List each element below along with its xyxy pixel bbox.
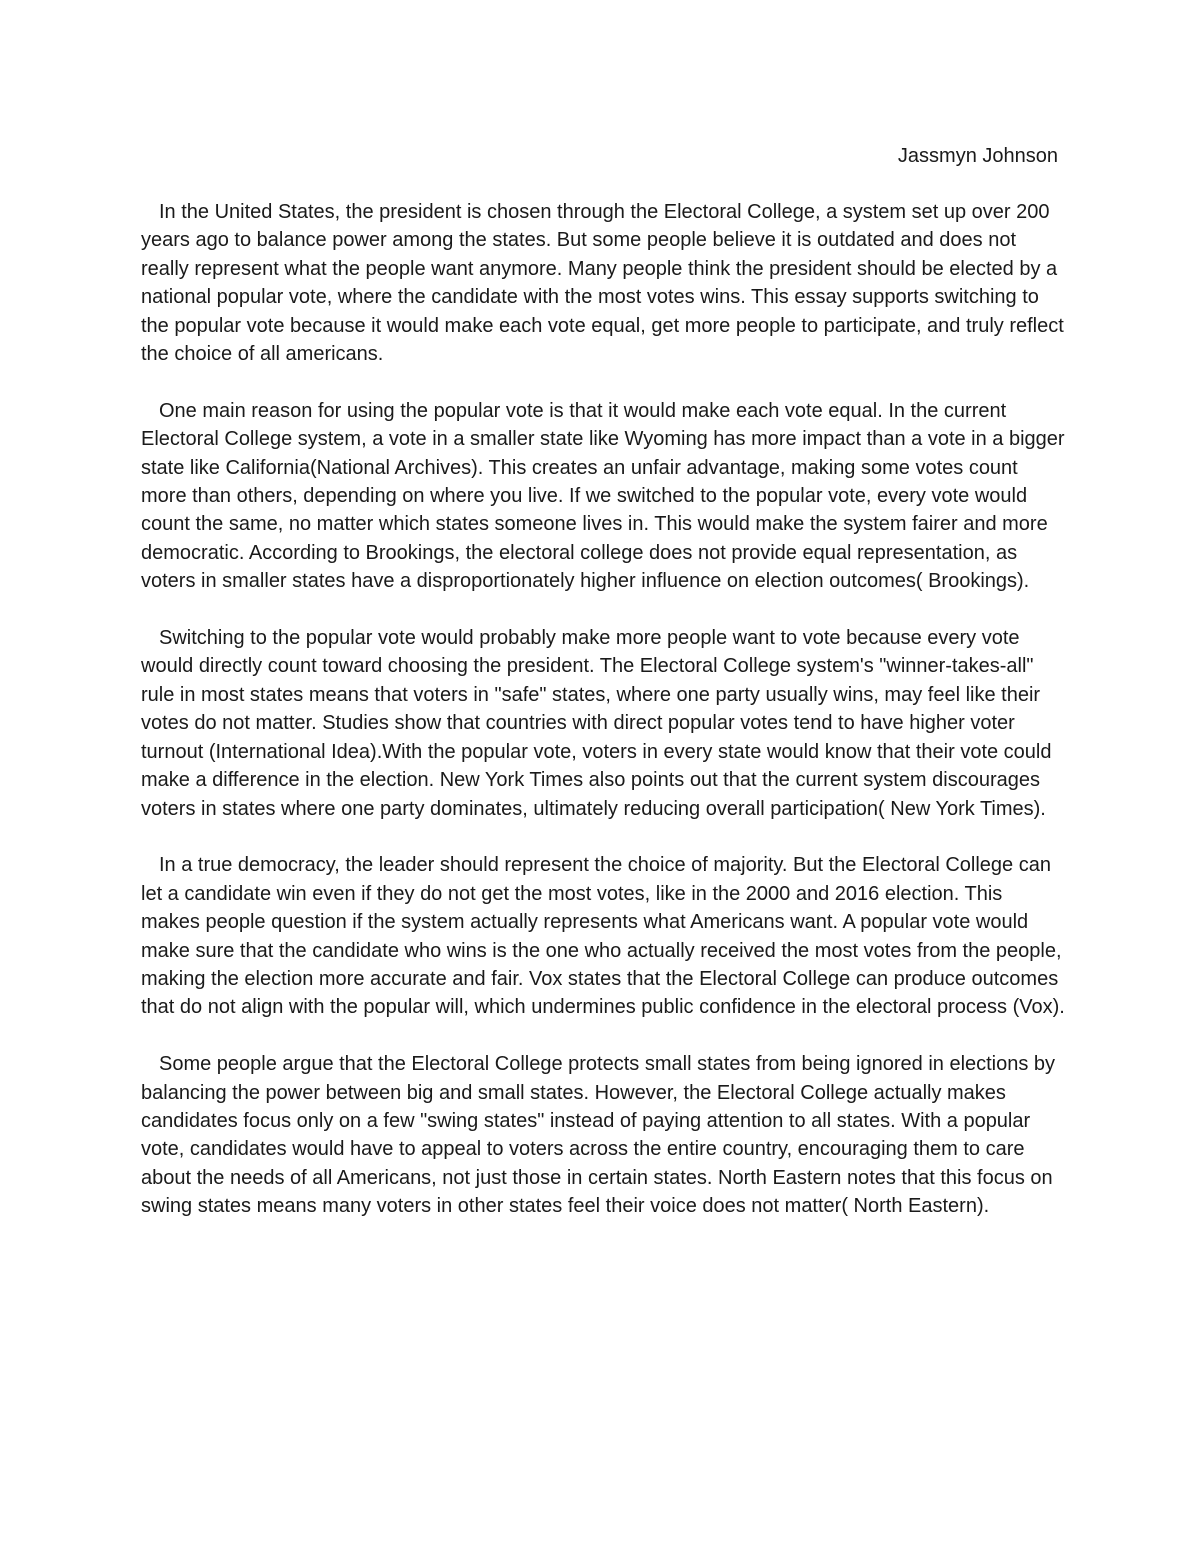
essay-body <box>141 198 1066 1249</box>
essay-paragraph: One main reason for using the popular vote is that it would make each vote equal. In the current Electoral College system, a vote in a smaller state like Wyoming has more impact than a vote in a bigger state like California(National Archives). This creates an unfair advantage, making some votes count more than others, depending on where you live. If we switched to the popular vote, every vote would count the same, no matter which states someone lives in. This would make the system fairer and more democratic. According to Brookings, the electoral college does not provide equal representation, as voters in smaller states have a disproportionately higher influence on election outcomes( Brookings). <box>141 399 1065 593</box>
author-name: Jassmyn Johnson <box>897 145 1058 167</box>
essay-paragraph: Switching to the popular vote would probably make more people want to vote because every vote would directly count toward choosing the president. The Electoral College system's "winner-takes-all" rule in most states means that voters in "safe" states, where one party usually wins, may feel like their votes do not matter. Studies show that countries with direct popular votes tend to have higher voter turnout (International Idea).With the popular vote, voters in every state would know that their vote could make a difference in the election. New York Times also points out that the current system discourages voters in states where one party dominates, ultimately reducing overall participation( New York Times). <box>141 627 1052 820</box>
essay-paragraph: Some people argue that the Electoral College protects small states from being ignored in elections by balancing the power between big and small states. However, the Electoral College actually makes candidates focus only on a few "swing states" instead of paying attention to all states. With a popular vote, candidates would have to appeal to voters across the entire country, encouraging them to care about the needs of all Americans, not just those in certain states. North Eastern notes that this focus on swing states means many voters in other states feel their voice does not matter( North Eastern). <box>141 1053 1056 1218</box>
essay-paragraph: In a true democracy, the leader should represent the choice of majority. But the Electoral College can let a candidate win even if they do not get the most votes, like in the 2000 and 2016 election. This makes people question if the system actually represents what Americans want. A popular vote would make sure that the candidate who wins is the one who actually received the most votes from the people, making the election more accurate and fair. Vox states that the Electoral College can produce outcomes that do not align with the popular will, which undermines public confidence in the electoral process (Vox). <box>141 854 1065 1019</box>
essay-paragraph: In the United States, the president is chosen through the Electoral College, a system set up over 200 years ago to balance power among the states. But some people believe it is outdated and does not really represent what the people want anymore. Many people think the president should be elected by a national popular vote, where the candidate with the most votes wins. This essay supports switching to the popular vote because it would make each vote equal, get more people to participate, and truly reflect the choice of all americans. <box>141 201 1064 366</box>
